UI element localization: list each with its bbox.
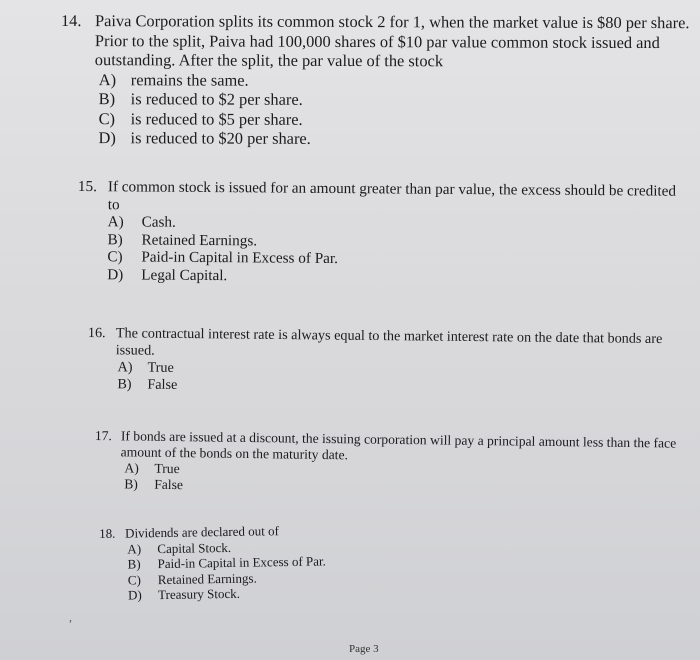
option-text: False	[147, 376, 178, 393]
option-letter: B)	[127, 556, 141, 572]
question-text: If common stock is issued for an amount greater than par value, the excess should be credited to	[107, 178, 677, 213]
option-text: is reduced to $2 per share.	[130, 89, 303, 109]
option-letter: A)	[127, 540, 142, 557]
answer-options	[127, 536, 426, 603]
answer-option-a	[99, 70, 695, 92]
question-stem	[61, 11, 695, 72]
option-letter: C)	[107, 248, 123, 266]
option-letter: A)	[107, 213, 124, 231]
option-text: True	[154, 460, 180, 477]
question-number: 14.	[60, 11, 82, 31]
answer-option-d	[99, 128, 695, 150]
question-18	[99, 521, 426, 604]
option-text: remains the same.	[130, 69, 249, 90]
question-text: If bonds are issued at a discount, the issuing corporation will pay a principal amount less than the face amount of the bonds on the maturity date.	[120, 428, 677, 463]
option-text: Paid-in Capital in Excess of Par.	[157, 553, 326, 572]
option-letter: B)	[124, 476, 138, 492]
answer-option-d	[107, 266, 682, 288]
question-stem	[88, 325, 676, 365]
option-text: Retained Earnings.	[141, 231, 258, 249]
option-text: True	[147, 359, 174, 376]
question-number: 17.	[94, 428, 112, 444]
option-text: is reduced to $20 per share.	[130, 128, 311, 148]
option-letter: B)	[98, 89, 116, 109]
option-text: False	[154, 476, 184, 493]
option-letter: B)	[107, 230, 123, 248]
question-number: 15.	[77, 178, 97, 196]
option-text: Legal Capital.	[141, 265, 228, 284]
option-text: Retained Earnings.	[157, 570, 257, 587]
option-letter: A)	[124, 460, 139, 476]
question-text: Paiva Corporation splits its common stock 2 for 1, when the market value is $80 per share. Prior to the split, Paiva had 100,000 shares of $10 par value common stock issued and outstanding. After the split, the par value of the stock	[94, 11, 690, 71]
answer-option-b	[99, 89, 695, 111]
option-letter: C)	[127, 571, 141, 588]
question-text: The contractual interest rate is always equal to the market interest rate on the date that bonds are issued.	[115, 325, 663, 359]
option-text: Cash.	[141, 213, 176, 231]
question-number: 18.	[99, 525, 116, 541]
answer-options	[107, 213, 683, 288]
question-17	[94, 428, 681, 500]
option-letter: D)	[98, 128, 116, 148]
option-text: Capital Stock.	[157, 539, 232, 556]
option-text: Treasury Stock.	[157, 585, 241, 603]
page-number: Page 3	[349, 643, 379, 655]
answer-options	[117, 359, 675, 399]
stray-mark: ,	[69, 610, 72, 624]
option-letter: D)	[107, 265, 124, 283]
answer-option-c	[99, 109, 695, 131]
question-14	[61, 11, 695, 150]
option-letter: B)	[117, 376, 132, 393]
answer-options	[99, 70, 695, 150]
option-letter: A)	[98, 69, 117, 89]
question-15	[77, 178, 683, 288]
option-letter: C)	[98, 108, 116, 128]
option-text: is reduced to $5 per share.	[130, 108, 303, 129]
option-letter: D)	[127, 587, 142, 603]
answer-option-d	[128, 583, 426, 603]
option-letter: A)	[117, 359, 133, 376]
question-16	[87, 325, 676, 399]
question-text: Dividends are declared out of	[124, 523, 279, 541]
question-stem	[78, 178, 683, 218]
question-number: 16.	[87, 325, 106, 342]
option-text: Paid-in Capital in Excess of Par.	[141, 248, 339, 268]
